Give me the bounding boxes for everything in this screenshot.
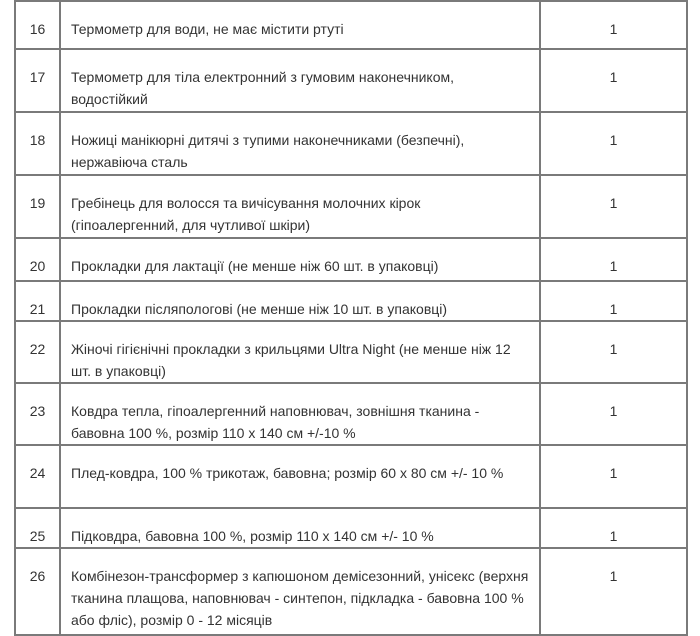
table-row (15, 445, 687, 508)
row-number-cell: 18 (15, 112, 60, 175)
row-number-cell: 19 (15, 175, 60, 238)
item-quantity-cell: 1 (540, 548, 687, 635)
row-number-cell: 17 (15, 49, 60, 112)
item-quantity-cell: 1 (540, 49, 687, 112)
table-row (15, 238, 687, 281)
row-number-cell: 23 (15, 383, 60, 445)
table-row (15, 281, 687, 321)
items-table-body (15, 1, 687, 635)
item-quantity-cell: 1 (540, 383, 687, 445)
item-quantity-cell: 1 (540, 238, 687, 281)
table-row (15, 1, 687, 49)
item-quantity-cell: 1 (540, 1, 687, 49)
table-row (15, 321, 687, 383)
table-row (15, 383, 687, 445)
item-quantity-cell: 1 (540, 445, 687, 508)
row-number-cell: 24 (15, 445, 60, 508)
item-description-cell: Ножиці манікюрні дитячі з тупими наконечниками (безпечні), нержавіюча сталь (60, 112, 540, 175)
row-number-cell: 20 (15, 238, 60, 281)
table-row (15, 112, 687, 175)
row-number-cell: 16 (15, 1, 60, 49)
item-quantity-cell: 1 (540, 112, 687, 175)
row-number-cell: 26 (15, 548, 60, 635)
item-description-cell: Комбінезон-трансформер з капюшоном демісезонний, унісекс (верхня тканина плащова, наповнювач - синтепон, підкладка - бавовна 100 % або фліс), розмір 0 - 12 місяців (60, 548, 540, 635)
item-description-cell: Термометр для тіла електронний з гумовим наконечником, водостійкий (60, 49, 540, 112)
item-quantity-cell: 1 (540, 321, 687, 383)
item-quantity-cell: 1 (540, 281, 687, 321)
items-table (14, 0, 688, 636)
item-description-cell: Жіночі гігієнічні прокладки з крильцями Ultra Night (не менше ніж 12 шт. в упаковці) (60, 321, 540, 383)
items-table-container (14, 0, 686, 636)
table-row (15, 548, 687, 635)
item-description-cell: Плед-ковдра, 100 % трикотаж, бавовна; розмір 60 х 80 см +/- 10 % (60, 445, 540, 508)
item-description-cell: Прокладки післяпологові (не менше ніж 10 шт. в упаковці) (60, 281, 540, 321)
row-number-cell: 25 (15, 508, 60, 548)
item-quantity-cell: 1 (540, 175, 687, 238)
item-description-cell: Термометр для води, не має містити ртуті (60, 1, 540, 49)
item-description-cell: Гребінець для волосся та вичісування молочних кірок (гіпоалергенний, для чутливої шкіри) (60, 175, 540, 238)
table-row (15, 508, 687, 548)
row-number-cell: 21 (15, 281, 60, 321)
table-row (15, 49, 687, 112)
item-quantity-cell: 1 (540, 508, 687, 548)
item-description-cell: Прокладки для лактації (не менше ніж 60 шт. в упаковці) (60, 238, 540, 281)
item-description-cell: Підковдра, бавовна 100 %, розмір 110 х 140 см +/- 10 % (60, 508, 540, 548)
row-number-cell: 22 (15, 321, 60, 383)
item-description-cell: Ковдра тепла, гіпоалергенний наповнювач, зовнішня тканина - бавовна 100 %, розмір 110 х 140 см +/-10 % (60, 383, 540, 445)
table-row (15, 175, 687, 238)
